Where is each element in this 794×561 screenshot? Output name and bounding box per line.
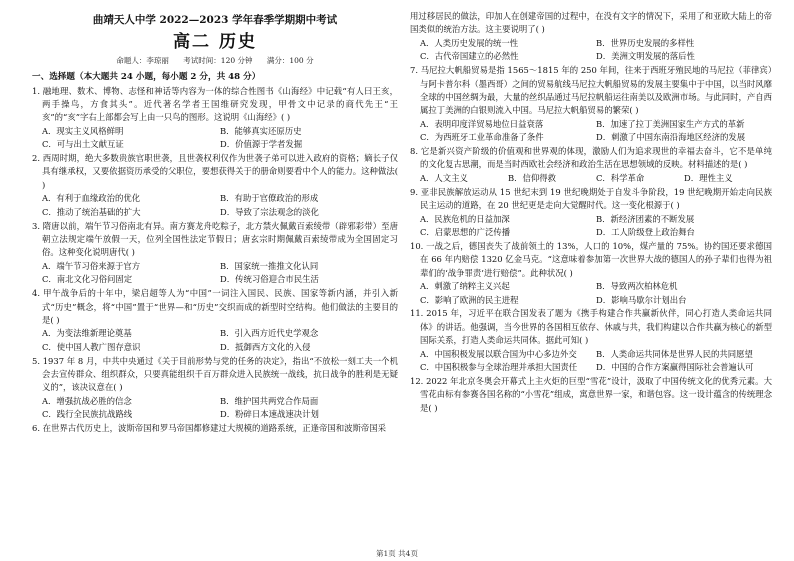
- question-item: [410, 145, 772, 185]
- option: A．表明印度洋贸易地位日益衰落: [420, 118, 544, 129]
- option: D．抵御西方文化的入侵: [220, 341, 311, 352]
- option: A．端午节习俗来源于官方: [42, 260, 141, 271]
- option: C．可与出土文献互证: [42, 139, 124, 150]
- page-footer: 第1页 共4页: [376, 549, 418, 558]
- option: A．人类历史发展的统一性: [420, 37, 519, 48]
- question-item: [32, 152, 398, 219]
- question-options: [32, 125, 398, 152]
- option: C．践行全民族抗战路线: [42, 409, 133, 420]
- option: D．传统习俗迎合市民生活: [220, 274, 319, 285]
- option: B．加速了拉丁美洲国家生产方式的革新: [596, 118, 745, 129]
- option: A．民族危机的日益加深: [420, 213, 510, 224]
- option: C．科学革命: [596, 172, 645, 183]
- question-item: [32, 85, 398, 152]
- question-stem: 9. 亚非民族解放运动从 15 世纪末到 19 世纪晚期处于自发斗争阶段，19 世纪晚期开始走向民族民主运动的道路，在 20 世纪更是走向大觉醒时代。这一变化根源于( ): [410, 186, 772, 211]
- question-options: [410, 118, 772, 145]
- exam-subject: 高二 历史: [173, 32, 257, 52]
- question-options: [32, 327, 398, 354]
- option: A．人文主义: [420, 172, 468, 183]
- option: C．中国积极参与全球治理并承担大国责任: [420, 362, 578, 373]
- option: C．为西班牙工业革命准备了条件: [420, 132, 544, 143]
- option: C．影响了欧洲的民主进程: [420, 294, 519, 305]
- question-stem: 7. 马尼拉大帆船贸易是指 1565～1815 年的 250 年间，往来于西班牙殖民地的马尼拉（菲律宾）与阿卡普尔科（墨西哥）之间的贸易航线马尼拉大帆船贸易的发展主要集中于中国，以当时风靡全球的中国丝绸为最，大量的丝织品通过马尼拉帆船运往南美以及欧洲市场。与此同时，产自西属拉丁美洲的白银则流入中国。马尼拉大帆船贸易的繁荣( ): [410, 65, 772, 116]
- question-options: [410, 348, 772, 375]
- option: A．刺激了纳粹主义兴起: [420, 281, 510, 292]
- question-options: [32, 395, 398, 422]
- option: C．推动了统治基础的扩大: [42, 206, 141, 217]
- question-stem: 12. 2022 年北京冬奥会开幕式上主火炬的巨型“雪花”设计，汲取了中国传统文化的优秀元素。大雪花由标有参赛各国名称的“小雪花”组成，寓意世界一家，和谐包容。这一设计蕴含的传统理念是( ): [410, 375, 772, 413]
- option: B．世界历史发展的多样性: [596, 37, 695, 48]
- option: D．理性主义: [684, 172, 733, 183]
- option: B．能够真实还原历史: [220, 125, 302, 136]
- option: B．引入西方近代史学观念: [220, 328, 319, 339]
- question-options: [410, 172, 772, 185]
- option: D．工人阶级登上政治舞台: [596, 227, 695, 237]
- option: A．增强抗战必胜的信念: [42, 395, 132, 406]
- option: B．信仰得救: [508, 172, 557, 183]
- question-item: [32, 355, 398, 422]
- option: A．中国积极发展以联合国为中心多边外交: [420, 348, 577, 359]
- question-item: [410, 64, 772, 144]
- option: B．导致两次柏林危机: [596, 281, 678, 292]
- question-options: [410, 280, 772, 307]
- question-options: [410, 213, 772, 240]
- question-stem: 1. 融地理、数术、博物、志怪和神话等内容为一体的综合性图书《山海经》中记载“有人曰王亥，两手操鸟，方食其头”。近代著名学者王国维研究发现，甲骨文中记录的商代先王“王亥”的“亥”字右上部都会写上由一只鸟的图形。这说明《山海经》( ): [32, 85, 398, 123]
- option: A．有利于血缘政治的优化: [42, 193, 141, 204]
- question-stem: 6. 在世界古代历史上，波斯帝国和罗马帝国都修建过大规模的道路系统，正逢帝国和波斯帝国采: [32, 423, 387, 434]
- option: D．中国的合作方案赢得国际社会普遍认可: [596, 362, 754, 373]
- right-question-list: [410, 64, 772, 415]
- option: C．启蒙思想的广泛传播: [420, 227, 511, 237]
- option: D．粉碎日本速战速决计划: [220, 409, 319, 420]
- question-item: [410, 240, 772, 307]
- option: D．影响马歇尔计划出台: [596, 294, 687, 305]
- question-item: [410, 186, 772, 240]
- option: C．使中国人教广图存意识: [42, 341, 141, 352]
- option: C．古代帝国建立的必然性: [420, 51, 519, 62]
- question-item: [32, 287, 398, 354]
- option: B．维护国共两党合作局面: [220, 395, 319, 406]
- option: B．有助于官僚政治的形成: [220, 193, 319, 204]
- exam-time: 考试时间：120 分钟: [183, 56, 253, 65]
- option: B．国家统一推推文化认同: [220, 260, 319, 271]
- option: B．人类命运共同体是世界人民的共同愿望: [596, 348, 753, 359]
- question-stem: 2. 西周时期，绝大多数贵族官职世袭，且世袭权利仅作为世袭子弟可以进入政府的资格；嫡长子仅具有继承权，又要依据资历承受的父职位，要想获得关于的册命则要看中个人的能力。这种做法( ): [32, 153, 398, 190]
- question-item: [32, 422, 398, 435]
- question-options: [32, 192, 398, 219]
- exam-score: 满分：100 分: [266, 56, 314, 65]
- question-item: [32, 220, 398, 287]
- option: A．现实主义风格鲜明: [42, 125, 124, 136]
- question-options: [32, 260, 398, 287]
- option: B．新经济团素的不断发展: [596, 213, 695, 224]
- question-stem: 4. 甲午战争后的十年中，梁启超等人为“中国”一词注入国民、民族、国家等新内涵，并引入新式“历史”概念，将“中国”置于“世界—和“历史”交织而成的新型时空结构。他们做法的主要目的是( ): [32, 288, 398, 325]
- left-question-list: [32, 85, 398, 436]
- question-stem: 8. 它是新兴资产阶级的价值观和世界观的体现，激励人们为追求现世的幸福去奋斗，它不是单纯的文化复古思潮，而是当时西欧社会经济和政治生活在思想领域的反映。材料描述的是( ): [410, 146, 772, 170]
- section-heading: 一、选择题（本大题共 24 小题，每小题 2 分，共 48 分）: [32, 72, 261, 82]
- option: C．南北文化习俗问固定: [42, 274, 133, 285]
- question-item: [410, 375, 772, 415]
- option: D．价值源于学者发掘: [220, 139, 303, 150]
- question-stem: 5. 1937 年 8 月，中共中央通过《关于目前形势与党的任务的决定》，指出“不放松一刻工夫一个机会去宣传群众、组织群众，只要真能组织千百万群众进入民族统一战线，抗日战争的胜利是无疑义的”，该决议意在( ): [32, 355, 398, 393]
- question-stem: 11. 2015 年，习近平在联合国发表了题为《携手构建合作共赢新伙伴，同心打造人类命运共同体》的讲话。他强调，当今世界的各国相互依存、休戚与共，我们构建以合作共赢为核心的新型国际关系，打造人类命运共同体。据此可知( ): [410, 308, 772, 346]
- option: D．美洲文明发展的落后性: [596, 51, 695, 62]
- option: D．刺激了中国东南沿海地区经济的发展: [596, 132, 746, 143]
- question-item: [410, 307, 772, 374]
- question-stem: 3. 隋唐以前，端午节习俗南北有异。南方赛龙舟吃粽子，北方禁火佩戴百索绫带（辟邪彩带）至唐朝立法规定端午放假一天，位列全国性法定节假日；唐玄宗时期佩戴百索绫带成为全国固定习俗。这种变化说明唐代( ): [32, 220, 398, 258]
- question-stem: 10. 一战之后，德国丧失了战前领土的 13%，人口的 10%，煤产量的 75%。协约国还要求德国在 66 年内赔偿 1320 亿金马克。“这意味着参加第一次世界大战的德国人的孙子辈们也得为祖辈们的‘战争罪责’进行赔偿”。此种状况( ): [410, 240, 772, 278]
- exam-meta: [32, 55, 398, 67]
- exam-title: 曲靖天人中学 2022—2023 学年春季学期期中考试: [92, 14, 338, 26]
- option: D．导致了宗法观念的淡化: [220, 206, 319, 217]
- option: A．为变法维新理论奠基: [42, 328, 132, 339]
- exam-setter: 命题人：李琼丽: [116, 56, 169, 65]
- question-6-options: [410, 37, 772, 64]
- left-column: [32, 10, 398, 436]
- right-column: [410, 10, 772, 415]
- question-6-continuation: 用过移居民的做法，印加人在创建帝国的过程中，在没有文字的情况下，采用了和亚欧大陆上的帝国类似的统治方法。这主要说明了( ): [410, 11, 772, 35]
